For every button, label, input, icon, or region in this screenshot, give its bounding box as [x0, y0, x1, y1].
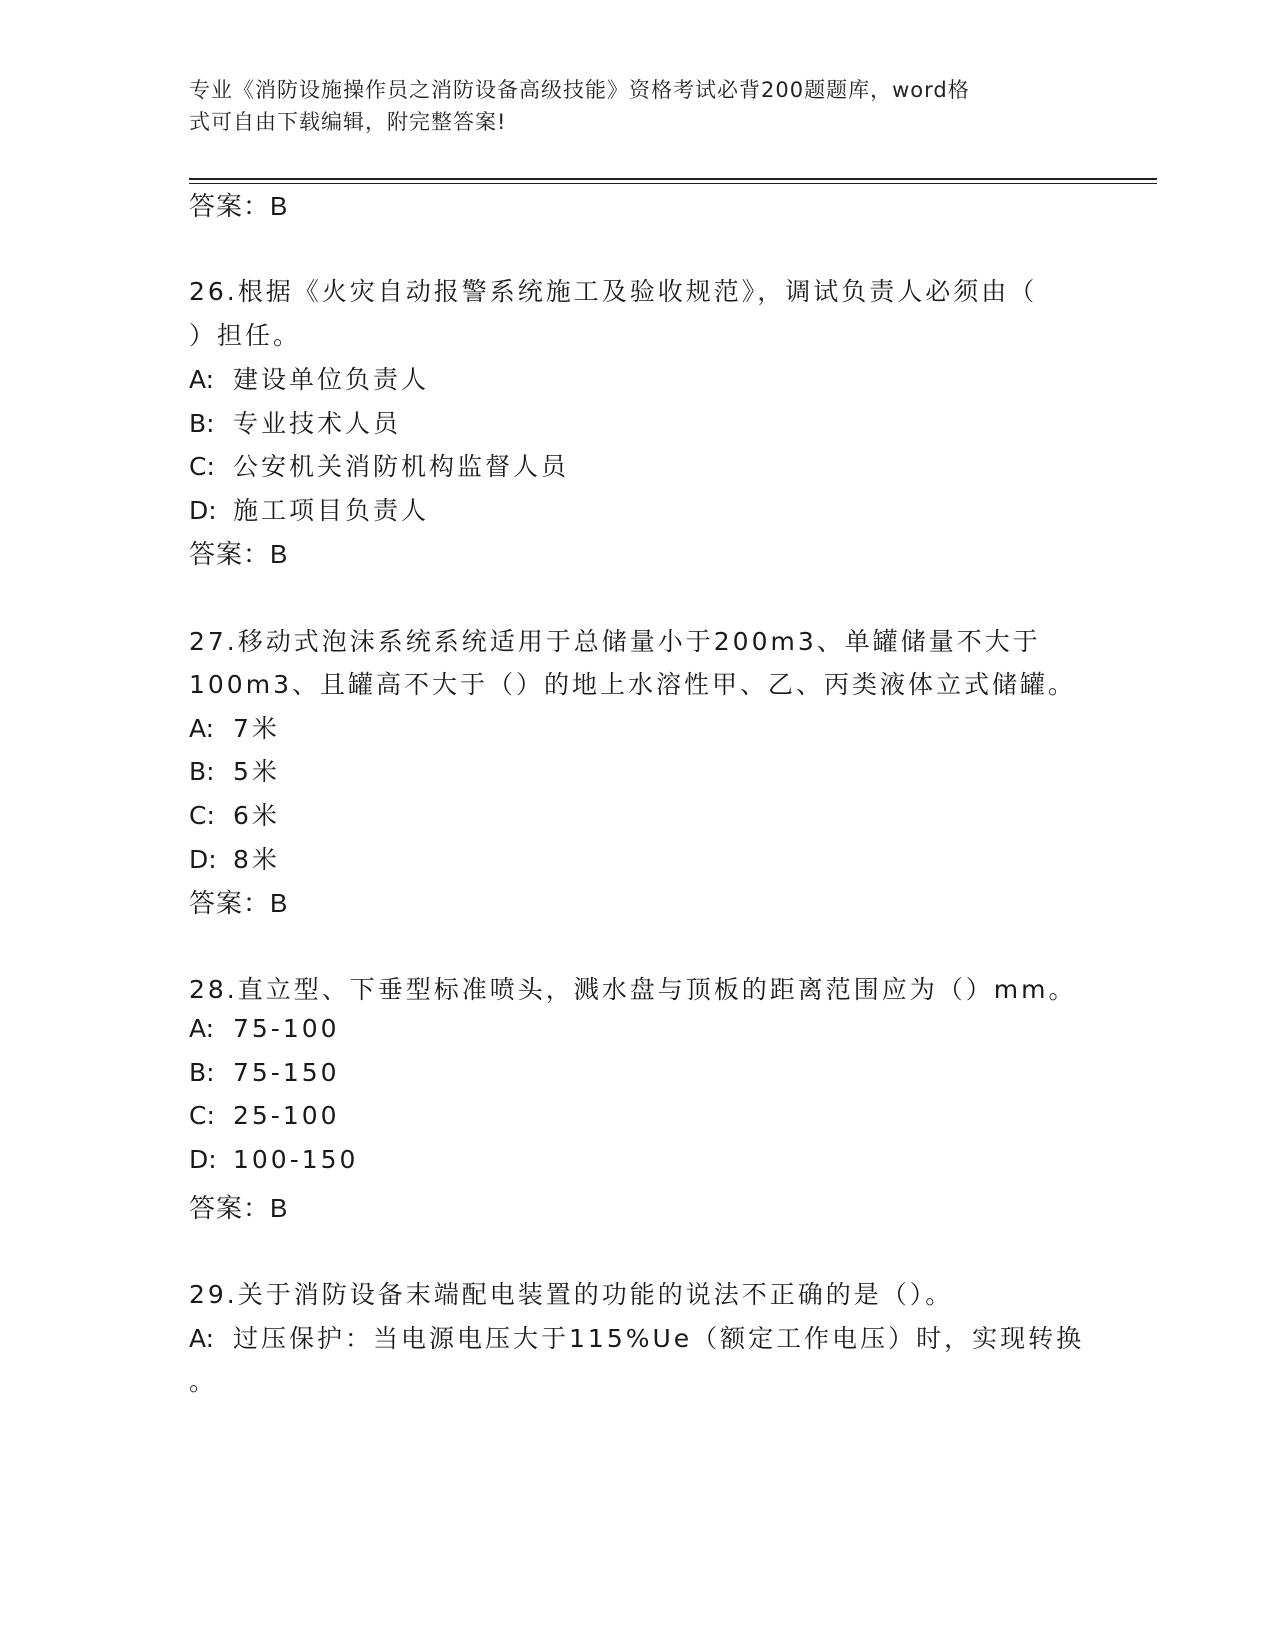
option-label: B: [189, 409, 215, 438]
option-text-continuation: 。 [189, 1367, 218, 1396]
option-text: 75-100 [233, 1014, 340, 1043]
option-c [189, 796, 280, 832]
question-stem: 27.移动式泡沫系统系统适用于总储量小于200m3、单罐储量不大于 [189, 627, 1041, 656]
option-c [189, 1101, 340, 1130]
header-line-1: 专业《消防设施操作员之消防设备高级技能》资格考试必背200题题库，word格 [189, 78, 970, 102]
option-text: 25-100 [233, 1101, 340, 1130]
option-a [189, 360, 429, 396]
option-text: 100-150 [233, 1145, 359, 1174]
option-text: 5米 [233, 757, 280, 786]
question-stem-cont: ）担任。 [189, 321, 302, 350]
option-text: 8米 [233, 845, 280, 874]
option-c [189, 447, 569, 483]
option-text: 7米 [233, 714, 280, 743]
question-stem: 29.关于消防设备末端配电装置的功能的说法不正确的是（）。 [189, 1280, 954, 1309]
option-a [189, 1014, 340, 1043]
option-text: 建设单位负责人 [233, 365, 430, 394]
option-label: C: [189, 1101, 215, 1130]
option-b [189, 1058, 340, 1087]
option-label: C: [189, 452, 215, 481]
option-text: 施工项目负责人 [233, 496, 430, 525]
option-d [189, 840, 280, 876]
option-b [189, 404, 401, 440]
option-text: 6米 [233, 801, 280, 830]
answer-line: 答案：B [189, 191, 289, 221]
option-a [189, 709, 280, 745]
option-label: A: [189, 365, 215, 394]
option-a [189, 1319, 1084, 1355]
option-label: D: [189, 845, 217, 874]
option-d [189, 1145, 358, 1174]
option-text: 专业技术人员 [233, 409, 402, 438]
option-label: D: [189, 496, 217, 525]
option-label: B: [189, 1058, 215, 1087]
header-line-2: 式可自由下载编辑，附完整答案! [189, 110, 507, 134]
question-stem: 28.直立型、下垂型标准喷头，溅水盘与顶板的距离范围应为（）mm。 [189, 975, 1077, 1004]
option-label: A: [189, 1014, 215, 1043]
option-d [189, 491, 429, 527]
option-label: A: [189, 714, 215, 743]
option-text: 75-150 [233, 1058, 340, 1087]
document-header [189, 74, 1089, 138]
header-rule-thick [189, 178, 1157, 180]
answer-line: 答案：B [189, 888, 289, 918]
option-text: 过压保护：当电源电压大于115%Ue（额定工作电压）时，实现转换 [233, 1324, 1085, 1353]
option-b [189, 752, 280, 788]
option-text: 公安机关消防机构监督人员 [233, 452, 570, 481]
option-label: C: [189, 801, 215, 830]
answer-line: 答案：B [189, 539, 289, 569]
option-label: A: [189, 1324, 215, 1353]
header-rule-thin [189, 183, 1157, 184]
answer-line: 答案：B [189, 1193, 289, 1223]
question-stem-cont: 100m3、且罐高不大于（）的地上水溶性甲、乙、丙类液体立式储罐。 [189, 670, 1076, 699]
question-stem: 26.根据《火灾自动报警系统施工及验收规范》，调试负责人必须由（ [189, 277, 1038, 306]
option-label: D: [189, 1145, 217, 1174]
option-label: B: [189, 757, 215, 786]
